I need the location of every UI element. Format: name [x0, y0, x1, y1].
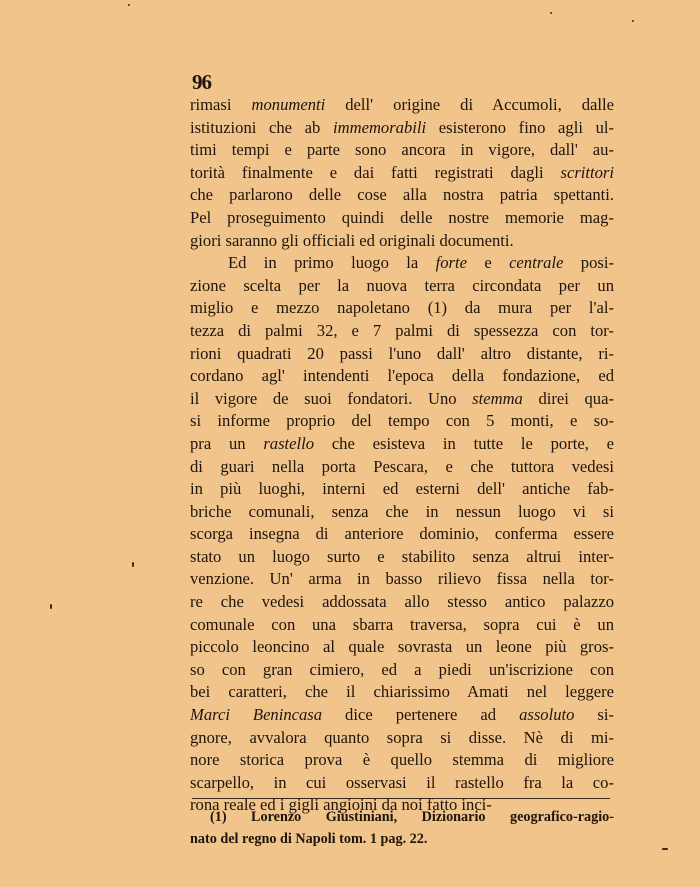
footnotes — [190, 806, 614, 850]
text-line: Pel proseguimento quindi delle nostre memorie mag- — [190, 207, 614, 227]
text-line: scarpello, in cui osservasi il rastello fra la co- — [190, 772, 614, 792]
scan-speck — [132, 562, 134, 567]
text-line: si informe proprio del tempo con 5 monti, e so- — [190, 411, 614, 431]
text-line: miglio e mezzo napoletano (1) da mura per l'al- — [190, 298, 614, 318]
text-line: il vigore de suoi fondatori. Uno stemma direi qua- — [190, 388, 614, 408]
scan-speck — [128, 4, 130, 6]
text-line: briche comunali, senza che in nessun luogo vi si — [190, 501, 614, 521]
italic-term: centrale — [509, 253, 564, 273]
text-line: che parlarono delle cose alla nostra patria spettanti. — [190, 185, 614, 205]
text-line: gnore, avvalora quanto sopra si disse. Nè di mi- — [190, 727, 614, 747]
text-line: zione scelta per la nuova terra circondata per un — [190, 275, 614, 295]
footnote-rule — [192, 798, 610, 799]
text-line: rimasi monumenti dell' origine di Accumoli, dalle — [190, 95, 614, 114]
text-line: rioni quadrati 20 passi l'uno dall' altro distante, ri- — [190, 343, 614, 363]
text-line: rona reale ed i gigli angioini da noi fatto inci- — [190, 795, 492, 815]
italic-term: monumenti — [251, 95, 326, 114]
text-line: Marci Benincasa dice pertenere ad assoluto si- — [190, 705, 614, 725]
text-line: Ed in primo luogo la forte e centrale posi- — [228, 253, 614, 273]
italic-term: stemma — [472, 388, 523, 408]
italic-term: forte — [435, 253, 467, 273]
text-line: comunale con una sbarra traversa, sopra cui è un — [190, 614, 614, 634]
text-line: scorga insegna di anteriore dominio, conferma essere — [190, 524, 614, 544]
italic-term: rastello — [263, 433, 315, 453]
scan-speck — [50, 604, 52, 609]
italic-term: Marci Benincasa — [190, 705, 323, 725]
italic-term: scrittori — [560, 162, 614, 182]
text-line: in più luoghi, interni ed esterni dell' antiche fab- — [190, 479, 614, 499]
footnote-line: (1) Lorenzo Giustiniani, Dizionario geografico-ragio- — [210, 809, 614, 825]
scan-speck — [632, 20, 634, 22]
text-line: giori saranno gli officiali ed originali documenti. — [190, 230, 514, 250]
text-line: bei caratteri, che il chiarissimo Amati nel leggere — [190, 682, 614, 702]
scan-speck — [550, 12, 552, 14]
text-line: venzione. Un' arma in basso rilievo fissa nella tor- — [190, 569, 614, 589]
text-line: cordano agl' intendenti l'epoca della fondazione, ed — [190, 366, 614, 386]
text-line: re che vedesi addossata allo stesso antico palazzo — [190, 592, 614, 612]
body-text — [190, 94, 614, 817]
italic-term: assoluto — [519, 705, 575, 725]
scan-speck — [662, 848, 668, 850]
footnote-line: nato del regno di Napoli tom. 1 pag. 22. — [190, 831, 428, 847]
text-line: di guari nella porta Pescara, e che tuttora vedesi — [190, 456, 614, 476]
text-line: piccolo leoncino al quale sovrasta un leone più gros- — [190, 637, 614, 657]
text-line: nore storica prova è quello stemma di migliore — [190, 750, 614, 770]
text-line: tezza di palmi 32, e 7 palmi di spessezza con tor- — [190, 320, 614, 340]
page-number: 96 — [192, 70, 211, 94]
text-line: so con gran cimiero, ed a piedi un'iscrizione con — [190, 659, 614, 679]
text-line: pra un rastello che esisteva in tutte le porte, e — [190, 433, 614, 453]
text-line: torità finalmente e dai fatti registrati dagli scrittori — [190, 162, 614, 182]
text-line: stato un luogo surto e stabilito senza altrui inter- — [190, 546, 614, 566]
text-line: timi tempi e parte sono ancora in vigore, dall' au- — [190, 140, 614, 160]
text-line: istituzioni che ab immemorabili esisterono fino agli ul- — [190, 117, 614, 137]
italic-term: immemorabili — [333, 117, 427, 137]
